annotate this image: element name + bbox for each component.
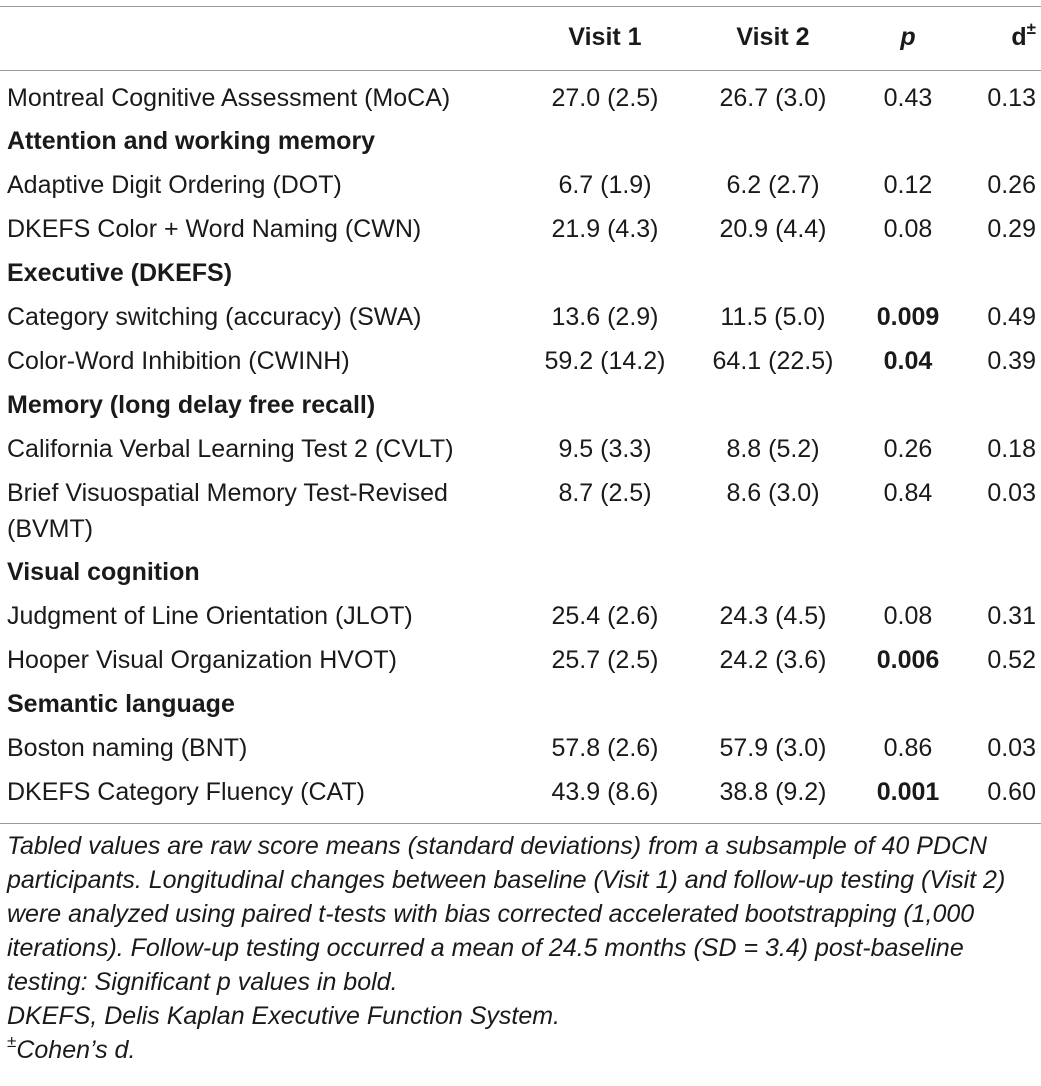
visit1-value: 9.5 (3.3): [558, 435, 652, 463]
visit2-value: 6.2 (2.7): [726, 171, 820, 199]
measure-name: California Verbal Learning Test 2 (CVLT): [7, 435, 454, 463]
effect-size-value: 0.03: [987, 734, 1036, 762]
section-heading: Memory (long delay free recall): [7, 391, 376, 419]
effect-size-value: 0.29: [987, 215, 1036, 243]
section-heading-row: [0, 682, 1041, 726]
footnote-cohen: [7, 1033, 1037, 1067]
header-p: p: [900, 23, 916, 51]
section-heading-row: [0, 550, 1041, 594]
table-row: [0, 726, 1041, 770]
p-value: 0.08: [883, 602, 933, 630]
visit1-value: 25.4 (2.6): [551, 602, 659, 630]
table-row: [0, 471, 1041, 551]
table-bottom-rule: [0, 823, 1041, 824]
section-heading: Attention and working memory: [7, 127, 376, 155]
visit1-value: 6.7 (1.9): [558, 171, 652, 199]
measure-name: DKEFS Category Fluency (CAT): [7, 778, 365, 806]
p-value: 0.04: [883, 347, 933, 375]
effect-size-value: 0.26: [987, 171, 1036, 199]
measure-name: Category switching (accuracy) (SWA): [7, 303, 422, 331]
table-row: [0, 76, 1041, 120]
measure-name: Hooper Visual Organization HVOT): [7, 646, 397, 674]
visit1-value: 13.6 (2.9): [551, 303, 659, 331]
section-heading-row: [0, 383, 1041, 427]
p-value: 0.08: [883, 215, 933, 243]
table-row: [0, 638, 1041, 682]
measure-name: Boston naming (BNT): [7, 734, 248, 762]
header-visit2: Visit 2: [736, 23, 810, 51]
header-d-superscript: ±: [1026, 18, 1036, 38]
footnote-main: Tabled values are raw score means (standard deviations) from a subsample of 40 PDCN participants. Longitudinal changes between baseline (Visit 1) and follow-up testing (Visit 2) were analyzed using paired t-tests with bias corrected accelerated bootstrapping (1,000 iterations). Follow-up testing occurred a mean of 24.5 months (SD = 3.4) post-baseline testing: Significant p values in bold.: [7, 832, 1006, 996]
visit2-value: 8.6 (3.0): [726, 479, 820, 507]
p-value: 0.001: [876, 778, 940, 806]
visit2-value: 8.8 (5.2): [726, 435, 820, 463]
visit1-value: 8.7 (2.5): [558, 479, 652, 507]
footnote-abbreviation: DKEFS, Delis Kaplan Executive Function System.: [7, 1002, 561, 1030]
section-heading: Executive (DKEFS): [7, 259, 233, 287]
effect-size-value: 0.60: [987, 778, 1036, 806]
section-heading: Visual cognition: [7, 558, 200, 586]
table-row: [0, 770, 1041, 814]
section-heading-row: [0, 251, 1041, 295]
visit2-value: 11.5 (5.0): [720, 303, 826, 331]
visit2-value: 24.3 (4.5): [719, 602, 827, 630]
measure-name: Brief Visuospatial Memory Test-Revised: [7, 479, 448, 507]
effect-size-value: 0.03: [987, 479, 1036, 507]
header-d: [960, 15, 1036, 59]
visit2-value: 26.7 (3.0): [719, 84, 827, 112]
visit1-value: 27.0 (2.5): [551, 84, 659, 112]
effect-size-value: 0.18: [987, 435, 1036, 463]
section-heading: Semantic language: [7, 690, 235, 718]
effect-size-value: 0.39: [987, 347, 1036, 375]
table-footnote: [7, 829, 1037, 1067]
table-row: [0, 427, 1041, 471]
table-top-rule: [0, 6, 1041, 7]
visit1-value: 57.8 (2.6): [551, 734, 659, 762]
p-value: 0.26: [883, 435, 933, 463]
footnote-cohen-text: Cohen’s d.: [16, 1036, 136, 1064]
header-d-label: d: [1011, 23, 1027, 51]
table-row: [0, 163, 1041, 207]
measure-name: Montreal Cognitive Assessment (MoCA): [7, 84, 451, 112]
effect-size-value: 0.49: [987, 303, 1036, 331]
visit2-value: 57.9 (3.0): [719, 734, 827, 762]
p-value: 0.006: [876, 646, 940, 674]
table-header-row: [0, 15, 1041, 59]
visit2-value: 38.8 (9.2): [719, 778, 827, 806]
header-visit1: Visit 1: [568, 23, 642, 51]
footnote-cohen-superscript: ±: [7, 1031, 17, 1051]
effect-size-value: 0.52: [987, 646, 1036, 674]
measure-name: Color-Word Inhibition (CWINH): [7, 347, 350, 375]
table-row: [0, 339, 1041, 383]
p-value: 0.86: [883, 734, 933, 762]
table-header-rule: [0, 70, 1041, 71]
table-row: [0, 207, 1041, 251]
table-row: [0, 295, 1041, 339]
measure-name-continued: (BVMT): [7, 515, 94, 543]
p-value: 0.84: [883, 479, 933, 507]
visit2-value: 64.1 (22.5): [712, 347, 834, 375]
table-row: [0, 594, 1041, 638]
measure-name: Judgment of Line Orientation (JLOT): [7, 602, 413, 630]
effect-size-value: 0.31: [987, 602, 1036, 630]
visit1-value: 25.7 (2.5): [551, 646, 659, 674]
visit2-value: 20.9 (4.4): [719, 215, 827, 243]
effect-size-value: 0.13: [987, 84, 1036, 112]
visit1-value: 43.9 (8.6): [551, 778, 659, 806]
measure-name: Adaptive Digit Ordering (DOT): [7, 171, 342, 199]
p-value: 0.12: [883, 171, 933, 199]
measure-name: DKEFS Color + Word Naming (CWN): [7, 215, 422, 243]
p-value: 0.009: [876, 303, 940, 331]
visit2-value: 24.2 (3.6): [719, 646, 827, 674]
visit1-value: 21.9 (4.3): [551, 215, 659, 243]
p-value: 0.43: [883, 84, 933, 112]
section-heading-row: [0, 119, 1041, 163]
visit1-value: 59.2 (14.2): [544, 347, 666, 375]
